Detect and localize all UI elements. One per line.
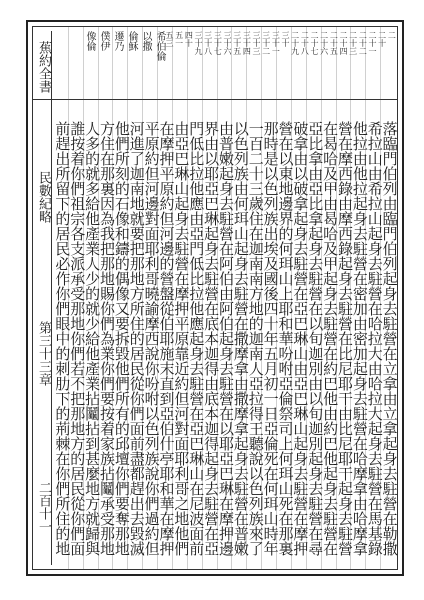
column-rule: [350, 27, 351, 569]
text-column: 由亞巴琳山起身去駐營在摩押平原靠近約但河對面耶利哥之地他們: [172, 120, 191, 556]
text-column: 前趕出所留下的居民必作你們眼中的刺肋下的荊棘在你們所住的地: [53, 120, 72, 556]
verse-number: 三十: [281, 31, 290, 47]
verse-number: 三十五: [232, 31, 242, 55]
column-rule: [142, 27, 143, 569]
text-column: 落臨門伯列由臨門伯列起身去駐營在立拿由立拿起身去駐營在勒撒: [380, 120, 399, 556]
column-rule: [380, 27, 381, 569]
verse-number: 三十七: [213, 31, 223, 55]
column-rule: [291, 27, 292, 569]
column-rule: [231, 27, 232, 569]
section-title: 民數紀略: [36, 171, 51, 223]
text-column: 由普嫩起身去駐營在阿伯由阿伯起身去駐營在以耶亞巴琳在摩押邊: [217, 120, 235, 556]
verse-number: 二: [387, 31, 397, 39]
text-column: 那時是以色列族出埃及國後四十年五月初一日亞倫死在何珥山時年: [261, 120, 280, 556]
column-rule: [261, 27, 262, 569]
name-note: 倫穌: [126, 31, 137, 51]
name-note: 希伯倫: [154, 31, 165, 61]
text-column: 界由以耶亞巴琳起身去駐營在底本迦得由底本迦得起身去駐營在亞: [202, 120, 221, 556]
margin-column: [35, 31, 52, 565]
column-rule: [68, 27, 69, 569]
column-rule: [112, 27, 113, 569]
page-frame: [26, 20, 404, 576]
verse-number: 三十一: [271, 31, 281, 55]
verse-number: 二十九: [290, 31, 300, 55]
column-rule: [98, 27, 99, 569]
text-column: 一百二十三歲住在迦南南方地的迦南人亞拉得王聽說以色列族來了: [246, 120, 265, 556]
column-rule: [217, 27, 218, 569]
verse-number: 二十二: [358, 31, 368, 55]
verse-number: 三十三: [252, 31, 261, 55]
column-rule: [276, 27, 277, 569]
book-title: 蕉約全書: [36, 41, 51, 93]
verse-number: 五一: [174, 31, 184, 47]
column-rule: [157, 27, 158, 569]
verse-number: 三十六: [223, 31, 232, 55]
verse-number: 三十二: [261, 31, 271, 55]
text-column: 在摩押平原約但河邊的營盤從伯耶施末直到亞伯什亭耶和華在摩押: [157, 120, 176, 556]
verse-number: 二十七: [310, 31, 319, 55]
column-rule: [202, 27, 203, 569]
verse-number: 二十五: [329, 31, 339, 55]
name-note: 以撒: [140, 31, 151, 51]
column-rule: [336, 27, 337, 569]
text-column: 在曷哈及甲由曷哈及甲起身去駐營在約巴他由約巴他起身去駐營在: [321, 120, 340, 556]
text-column: 破拿由以破拿起身去駐營在亞巴琳山由亞巴琳山起身去駐營在摩押: [291, 120, 310, 556]
column-rule: [172, 27, 173, 569]
text-column: 河進了迦南地就要把那地方所住的居民從你們面前盡都趕出去毀滅: [127, 120, 146, 556]
verse-number: 五三: [165, 31, 174, 47]
verse-number: 二十四: [339, 31, 348, 55]
verse-number: 三十九: [194, 31, 203, 55]
verse-number: 三十八: [203, 31, 213, 55]
verse-number: 三十四: [242, 31, 252, 55]
name-note: 僕伊: [98, 31, 109, 51]
text-column: 營在摩西錄由摩西錄起身去駐營在比尼耶干由比尼耶干起身去駐營: [335, 120, 354, 556]
text-column: 營在以東地邊界的何珥山上耶和華吩咐亞倫祭司上何珥山死在那裏: [276, 120, 295, 556]
page-number: 二百十一: [36, 481, 51, 533]
text-column: 人多的就多給他產業人少的就少給他產業拈鬮拈到甚麼地方就歸與: [83, 120, 102, 556]
name-note: 像倫: [84, 31, 95, 51]
verse-number: 四十: [184, 31, 194, 47]
column-rule: [321, 27, 322, 569]
chapter-label: 第三十三章: [36, 321, 51, 386]
column-rule: [83, 27, 84, 569]
text-column: 平原約但河邊對面耶利哥曉諭摩西說你吩咐以色列族說你們過約但: [142, 120, 161, 556]
name-note: 遷乃: [112, 31, 123, 51]
column-rule: [246, 27, 247, 569]
text-column: 誰按着你們祖宗各支派承受那地你們若不把那地方的居民從你們面: [68, 120, 87, 556]
text-block: [32, 26, 398, 570]
text-column: 方住在那裏因為我把那地賜你們為業你們要按着家族拈鬮承受那地: [98, 120, 117, 556]
text-column: 他拉由他拉起身去駐營在密加由密加起身去駐營在哈摩拿由哈摩拿: [350, 120, 369, 556]
column-rule: [127, 27, 128, 569]
verse-number: 二十三: [348, 31, 358, 55]
verse-number: 二十八: [300, 31, 310, 55]
verse-number: 二十一: [368, 31, 377, 55]
verse-number: 二十: [377, 31, 387, 47]
column-rule: [365, 27, 366, 569]
text-column: 他們所刻的石像和鑄的偶像又要拆毀他們所有的邱壇你們要奪那地: [112, 120, 131, 556]
column-rule: [306, 27, 307, 569]
text-column: 以色列族由何珥山起身去駐營在撒摩拿由撒摩拿起身去駐營在普嫩: [231, 120, 250, 556]
column-rule: [187, 27, 188, 569]
verse-number: 二十六: [319, 31, 329, 55]
text-column: 門低比拉他應由亞門低比拉他應起身去駐營在亞巴琳山在尼波面前: [187, 120, 206, 556]
text-column: 希拉山由希拉山起身去駐營在哈拉大由哈拉大起身去駐營在馬基錄: [365, 120, 384, 556]
text-column: 亞比拿由亞比拿起身去駐營在以旬迦別由以旬迦別起身去駐營在尋: [306, 120, 325, 556]
